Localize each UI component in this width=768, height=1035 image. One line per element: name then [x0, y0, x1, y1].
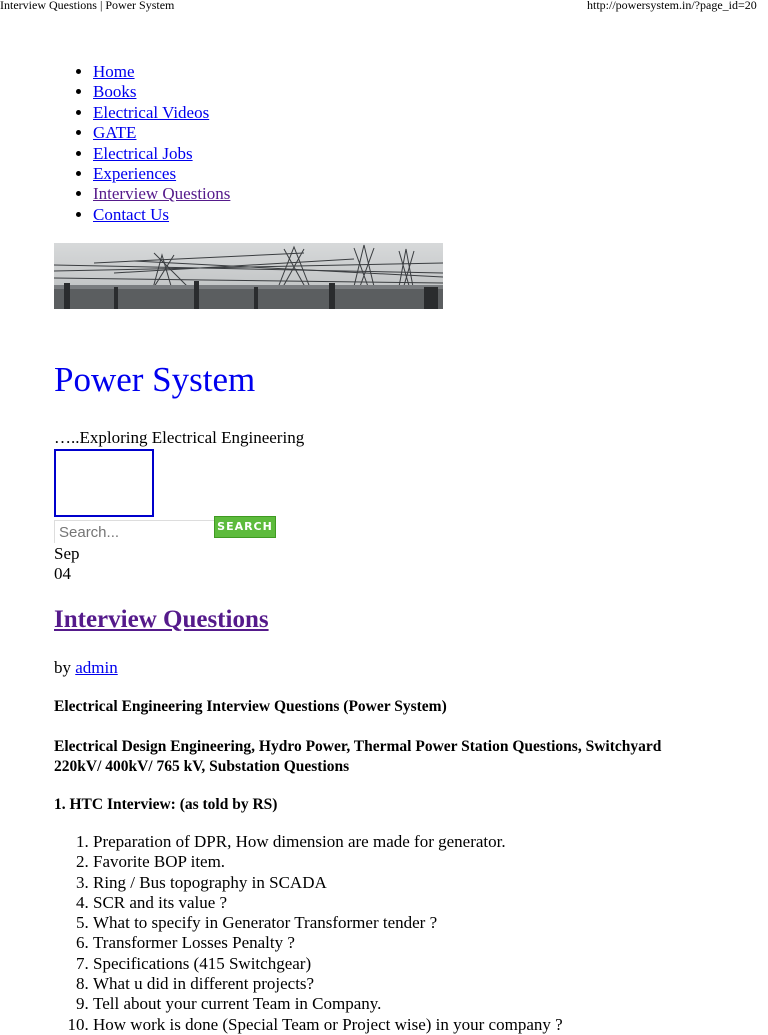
list-item: 3. Ring / Bus topography in SCADA — [93, 873, 563, 893]
list-item: 8. What u did in different projects? — [93, 974, 563, 994]
main-navigation — [73, 62, 230, 225]
browser-url: http://powersystem.in/?page_id=20 — [587, 0, 757, 12]
nav-item-home — [93, 62, 230, 82]
post-title-link[interactable]: Interview Questions — [54, 606, 269, 633]
image-placeholder — [54, 449, 154, 517]
nav-link-experiences[interactable]: Experiences — [93, 164, 177, 184]
section-heading-htc: 1. HTC Interview: (as told by RS) — [54, 796, 278, 813]
list-item: 6. Transformer Losses Penalty ? — [93, 933, 563, 953]
nav-link-contact-us[interactable]: Contact Us — [93, 204, 170, 224]
nav-link-home[interactable]: Home — [93, 62, 135, 81]
post-heading-1: Electrical Engineering Interview Questions (Power System) — [54, 698, 447, 715]
browser-page-title: Interview Questions | Power System — [0, 0, 175, 12]
list-item: 4. SCR and its value ? — [93, 893, 563, 913]
nav-link-interview-questions[interactable]: Interview Questions — [93, 184, 231, 204]
search-input[interactable] — [54, 520, 219, 543]
nav-item-books — [93, 82, 230, 102]
site-tagline: …..Exploring Electrical Engineering — [54, 428, 305, 447]
post-date-month: Sep — [54, 544, 80, 563]
site-title[interactable]: Power System — [54, 360, 256, 399]
post-title — [54, 606, 269, 634]
nav-item-electrical-videos — [93, 103, 230, 123]
list-item: 10. How work is done (Special Team or Project wise) in your company ? — [93, 1015, 563, 1035]
list-item: 7. Specifications (415 Switchgear) — [93, 954, 563, 974]
search-button[interactable]: SEARCH — [214, 516, 276, 538]
question-list — [54, 832, 563, 1035]
author-link[interactable]: admin — [75, 658, 118, 677]
list-item: 1. Preparation of DPR, How dimension are made for generator. — [93, 832, 563, 852]
list-item: 2. Favorite BOP item. — [93, 852, 563, 872]
nav-link-gate[interactable]: GATE — [93, 123, 137, 143]
nav-link-books[interactable]: Books — [93, 82, 137, 102]
post-date-day: 04 — [54, 564, 71, 583]
nav-item-interview-questions — [93, 184, 230, 204]
nav-item-experiences — [93, 164, 230, 184]
nav-item-contact-us — [93, 205, 230, 225]
nav-link-electrical-videos[interactable]: Electrical Videos — [93, 102, 210, 122]
byline-prefix: by — [54, 658, 71, 677]
header-banner-image — [54, 243, 443, 309]
post-heading-2: Electrical Design Engineering, Hydro Power, Thermal Power Station Questions, Switchyard 220kV/ 400kV/ 765 kV, Substation Questions — [54, 738, 662, 775]
nav-link-electrical-jobs[interactable]: Electrical Jobs — [93, 143, 193, 163]
post-byline — [54, 658, 118, 678]
list-item: 5. What to specify in Generator Transformer tender ? — [93, 913, 563, 933]
list-item: 9. Tell about your current Team in Company. — [93, 994, 563, 1014]
post-date — [54, 544, 80, 584]
nav-item-gate — [93, 123, 230, 143]
nav-item-electrical-jobs — [93, 144, 230, 164]
